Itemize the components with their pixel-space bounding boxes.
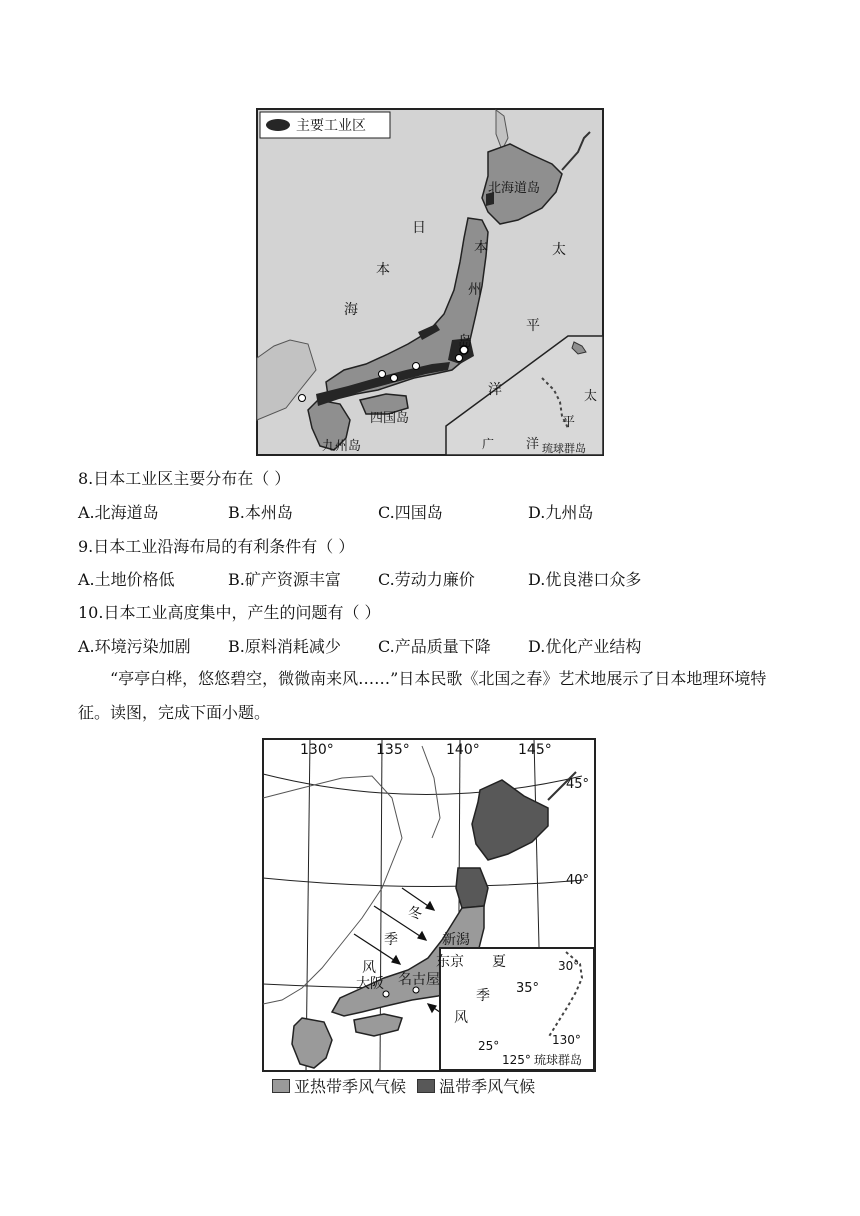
question-10-option-b[interactable]: B.原料消耗减少 (228, 637, 341, 656)
map1-label-pacific-1: 太 (552, 242, 566, 258)
map2-tohoku-north (456, 868, 488, 908)
question-10-option-c[interactable]: C.产品质量下降 (378, 637, 491, 656)
map1-label-inset-extra: 广 (482, 437, 495, 451)
map2-label-osaka: 大阪 (356, 976, 384, 992)
map2-label-nagoya: 名古屋 (398, 972, 440, 988)
question-9-option-b[interactable]: B.矿产资源丰富 (228, 570, 341, 589)
map1-label-hokkaido: 北海道岛 (488, 181, 541, 196)
map2-label-tokyo: 东京 (436, 954, 464, 970)
climate-map (262, 738, 596, 1072)
question-8-stem: 8.日本工业区主要分布在（ ） (78, 469, 291, 488)
question-10-option-a[interactable]: A.环境污染加剧 (78, 637, 191, 656)
map2-label-summer-1: 夏 (492, 954, 506, 970)
map2-inset-label-25: 25° (478, 1039, 500, 1053)
map1-city-kobe (391, 375, 398, 382)
map2-label-45: 45° (566, 777, 590, 792)
map2-label-40: 40° (566, 873, 590, 888)
map2-inset-title: 琉球群岛 (534, 1053, 583, 1067)
map2-label-140: 140° (446, 742, 480, 758)
map1-city-yokohama (456, 355, 463, 362)
question-9-stem: 9.日本工业沿海布局的有利条件有（ ） (78, 537, 355, 556)
question-10-options (78, 637, 778, 657)
map2-label-35: 35° (516, 981, 540, 996)
map2-label-summer-2: 季 (476, 988, 490, 1004)
map1-label-pacific-2: 平 (526, 318, 540, 334)
legend-label-temperate: 温带季风气候 (439, 1077, 536, 1096)
map1-label-sea-3: 海 (344, 302, 358, 318)
map1-label-ryukyu: 琉球群岛 (542, 442, 586, 455)
map1-city-osaka (379, 371, 386, 378)
map2-label-winter-1: 冬 (408, 906, 422, 922)
map2-inset-label-130: 130° (552, 1033, 581, 1047)
question-8-options (78, 503, 778, 523)
map2-label-130: 130° (300, 742, 334, 758)
map1-label-kyushu: 九州岛 (322, 439, 362, 454)
question-10-stem: 10.日本工业高度集中，产生的问题有（ ） (78, 603, 381, 622)
map1-label-pacific-3: 洋 (488, 382, 502, 398)
question-8-option-a[interactable]: A.北海道岛 (78, 503, 159, 522)
map1-label-honshu-1: 本 (474, 240, 488, 256)
question-8-option-c[interactable]: C.四国岛 (378, 503, 443, 522)
map1-legend-label: 主要工业区 (296, 118, 366, 134)
map1-label-sea-1: 日 (412, 220, 426, 236)
map2-label-135: 135° (376, 742, 410, 758)
map1-label-inset-pacific-2: 平 (562, 415, 576, 430)
map2-label-145: 145° (518, 742, 552, 758)
industrial-map (256, 108, 604, 456)
map1-label-inset-pacific-3: 洋 (526, 437, 540, 452)
map2-label-niigata: 新潟 (442, 932, 470, 948)
legend-swatch-temperate (417, 1079, 435, 1093)
map2-inset-label-125: 125° (502, 1053, 531, 1067)
climate-map-figure (262, 738, 596, 1072)
map1-label-honshu-2: 州 (468, 282, 482, 298)
legend-swatch-subtropical (272, 1079, 290, 1093)
industrial-map-figure (256, 108, 604, 456)
climate-legend (272, 1076, 535, 1098)
map1-city-kitakyushu (299, 395, 306, 402)
map1-label-shikoku: 四国岛 (370, 411, 410, 426)
question-8-option-b[interactable]: B.本州岛 (228, 503, 293, 522)
legend-label-subtropical: 亚热带季风气候 (294, 1077, 407, 1096)
map1-legend-swatch (266, 119, 290, 131)
map2-label-winter-3: 风 (362, 960, 376, 976)
map1-city-nagoya (413, 363, 420, 370)
question-10-option-d[interactable]: D.优化产业结构 (528, 637, 642, 656)
map1-label-inset-pacific-1: 太 (584, 389, 598, 404)
question-9-options (78, 570, 778, 590)
question-9-option-a[interactable]: A.土地价格低 (78, 570, 175, 589)
map1-label-honshu-3: 岛 (458, 334, 472, 350)
question-8-option-d[interactable]: D.九州岛 (528, 503, 594, 522)
question-9-option-c[interactable]: C.劳动力廉价 (378, 570, 475, 589)
map2-label-summer-3: 风 (454, 1010, 468, 1026)
passage: “亭亭白桦，悠悠碧空，微微南来风……”日本民歌《北国之春》艺术地展示了日本地理环境特征。读图，完成下面小题。 (78, 669, 767, 722)
map1-label-sea-2: 本 (376, 262, 390, 278)
map2-inset-label-30: 30° (558, 959, 580, 973)
question-9-option-d[interactable]: D.优良港口众多 (528, 570, 642, 589)
map2-label-winter-2: 季 (384, 932, 398, 948)
